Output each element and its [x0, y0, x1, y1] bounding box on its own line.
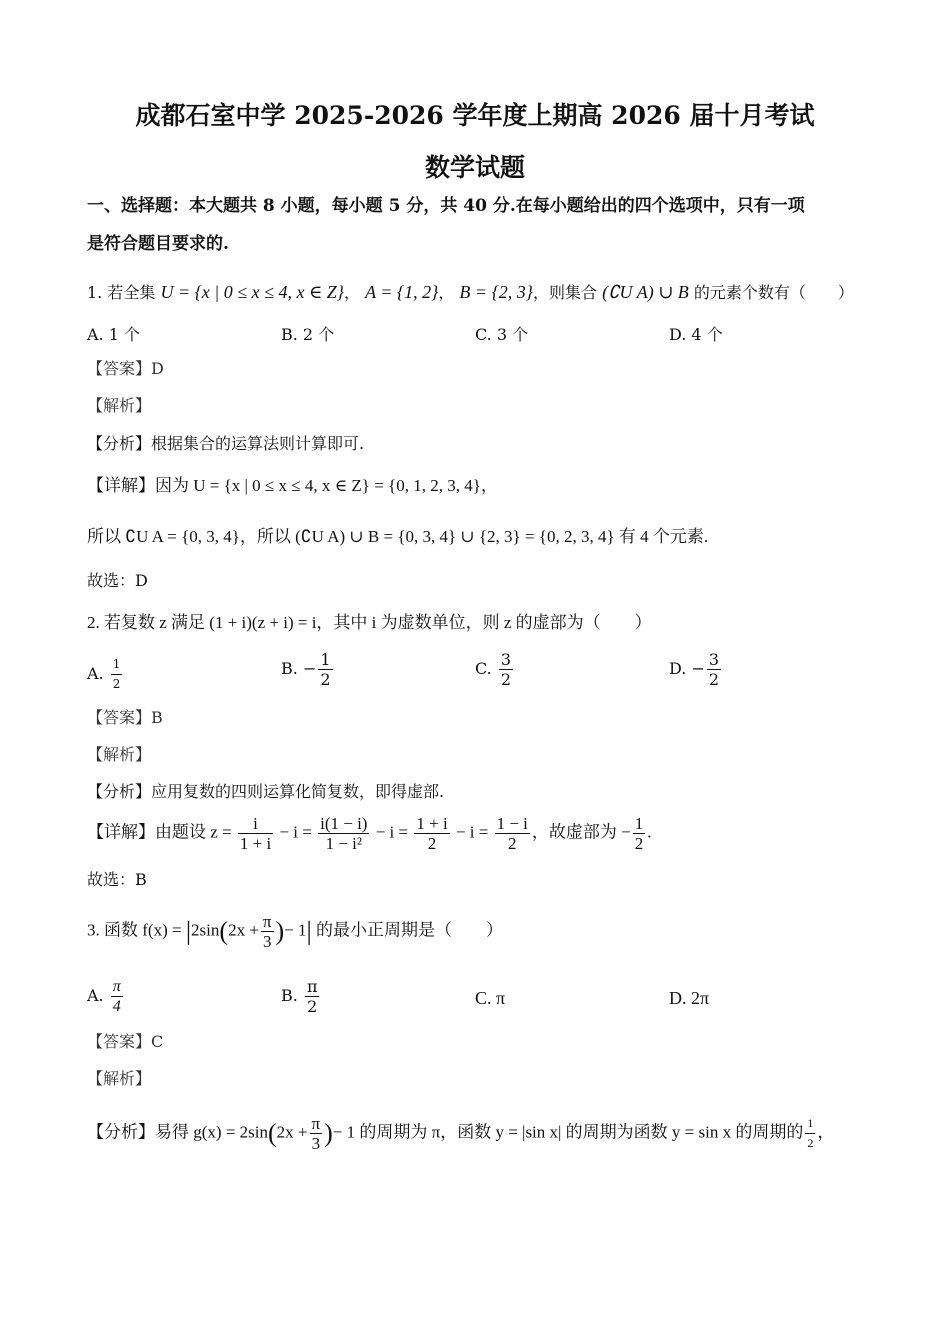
q1-option-d: D. 4 个 — [669, 325, 723, 344]
q1-stem-mid: ，则集合 — [532, 283, 597, 302]
q1-set-u: U = {x | 0 ≤ x ≤ 4, x ∈ Z} — [160, 282, 345, 302]
q1-stem-suffix: 的元素个数有（ ） — [693, 283, 854, 302]
q2-analysis-label: 【解析】 — [87, 745, 152, 764]
exam-title: 成都石室中学 2025-2026 学年度上期高 2026 届十月考试 — [135, 101, 815, 130]
q2-option-a: A. $\frac{1}{2}$ — [87, 655, 124, 694]
q1-fenxi: 【分析】根据集合的运算法则计算即可. — [87, 434, 365, 453]
q2-option-d-fraction: $\frac{3}{2}$ — [708, 650, 720, 689]
q1-option-c: C. 3 个 — [475, 325, 529, 344]
q1-stem: 1. 若全集 U = {x | 0 ≤ x ≤ 4, x ∈ Z}， A = {1, 2}， B = {2, 3}，则集合 (∁U A) ∪ B 的元素个数有（ ） — [87, 282, 854, 302]
q1-option-a: A. 1 个 — [87, 325, 140, 344]
q2-stem: 2. 若复数 z 满足 (1 + i)(z + i) = i，其中 i 为虚数单位，则 z 的虚部为（ ） — [87, 613, 652, 632]
q3-option-d: D. 2π — [669, 988, 710, 1008]
q1-detail-2: 所以 ∁U A = {0, 3, 4}，所以 (∁U A) ∪ B = {0, 3, 4} ∪ {2, 3} = {0, 2, 3, 4} 有 4 个元素. — [87, 527, 709, 546]
section-heading-line1: 一、选择题：本大题共 8 小题，每小题 5 分，共 40 分.在每小题给出的四个选项中，只有一项 — [87, 196, 805, 216]
section-heading-line2: 是符合题目要求的. — [87, 234, 229, 254]
q3-fenxi: 【分析】易得 g(x) = 2sin(2x + $\frac{\pi}{3}$ )− 1 的周期为 π，函数 y = |sin x| 的周期为函数 y = sin x 的周期的 $\frac{1}{2}$ ， — [87, 1114, 835, 1153]
q2-option-b-fraction: $\frac{1}{2}$ — [320, 650, 331, 689]
q1-set-a: A = {1, 2} — [365, 282, 439, 302]
q2-choice: 故选：B — [87, 870, 147, 889]
q3-option-a-fraction: $\frac{\pi}{4}$ — [112, 978, 121, 1015]
q1-expr: (∁U A) ∪ B — [602, 282, 689, 302]
q2-detail-frac-3: $\frac{1 + i}{2}$ — [416, 814, 448, 853]
q3-option-b-fraction: $\frac{\pi}{2}$ — [306, 977, 318, 1016]
q3-stem-pi-frac: $\frac{\pi}{3}$ — [262, 912, 272, 951]
q1-choice: 故选：D — [87, 571, 148, 590]
q2-fenxi: 【分析】应用复数的四则运算化简复数，即得虚部. — [87, 782, 445, 801]
q1-set-b: B = {2, 3} — [459, 282, 533, 302]
q3-analysis-label: 【解析】 — [87, 1069, 152, 1088]
q3-stem: 3. 函数 f(x) = |2sin(2x + $\frac{\pi}{3}$ )− 1| 的最小正周期是（ ） — [87, 912, 503, 951]
exam-subtitle: 数学试题 — [424, 153, 525, 182]
q1-stem-prefix: 1. 若全集 — [87, 283, 156, 302]
q2-detail: 【详解】由题设 z = $\frac{i}{1 + i}$ − i = $\frac{i(1 - i)}{\text{1 − i²}}$ − i = $\frac{1 + i}{2}$ − i = $\frac{1 - i}{2}$ ，故虚部为 − $\frac{1}{2}$ . — [87, 814, 652, 853]
q1-answer: 【答案】D — [87, 359, 164, 378]
q1-analysis-label: 【解析】 — [87, 396, 152, 415]
q3-option-c: C. π — [475, 988, 506, 1008]
q3-option-b: B. $\frac{\pi}{2}$ — [281, 977, 318, 1016]
q2-detail-frac-2: $\frac{i(1 - i)}{\text{1 − i²}}$ — [320, 814, 368, 853]
q2-detail-result-frac: $\frac{1}{2}$ — [634, 814, 644, 853]
q1-option-b: B. 2 个 — [281, 325, 335, 344]
q1-detail-1: 【详解】因为 U = {x | 0 ≤ x ≤ 4, x ∈ Z} = {0, 1, 2, 3, 4}， — [87, 476, 498, 495]
q2-detail-frac-4: $\frac{1 - i}{2}$ — [496, 814, 528, 853]
q2-option-d: D. − $\frac{3}{2}$ — [669, 650, 720, 689]
q2-option-c-fraction: $\frac{3}{2}$ — [500, 650, 512, 689]
q2-detail-frac-1: $\frac{i}{1 + i}$ — [239, 814, 272, 853]
q3-fenxi-pi-frac: $\frac{\pi}{3}$ — [311, 1114, 321, 1153]
q2-option-c: C. $\frac{3}{2}$ — [475, 650, 512, 689]
q2-answer: 【答案】B — [87, 708, 163, 727]
q3-option-a: A. $\frac{\pi}{4}$ — [87, 978, 121, 1015]
q2-option-b: B. − $\frac{1}{2}$ — [281, 650, 331, 689]
q3-answer: 【答案】C — [87, 1032, 164, 1051]
q3-fenxi-half-frac: $\frac{1}{2}$ — [807, 1116, 814, 1150]
q2-option-a-fraction: $\frac{1}{2}$ — [112, 657, 121, 691]
